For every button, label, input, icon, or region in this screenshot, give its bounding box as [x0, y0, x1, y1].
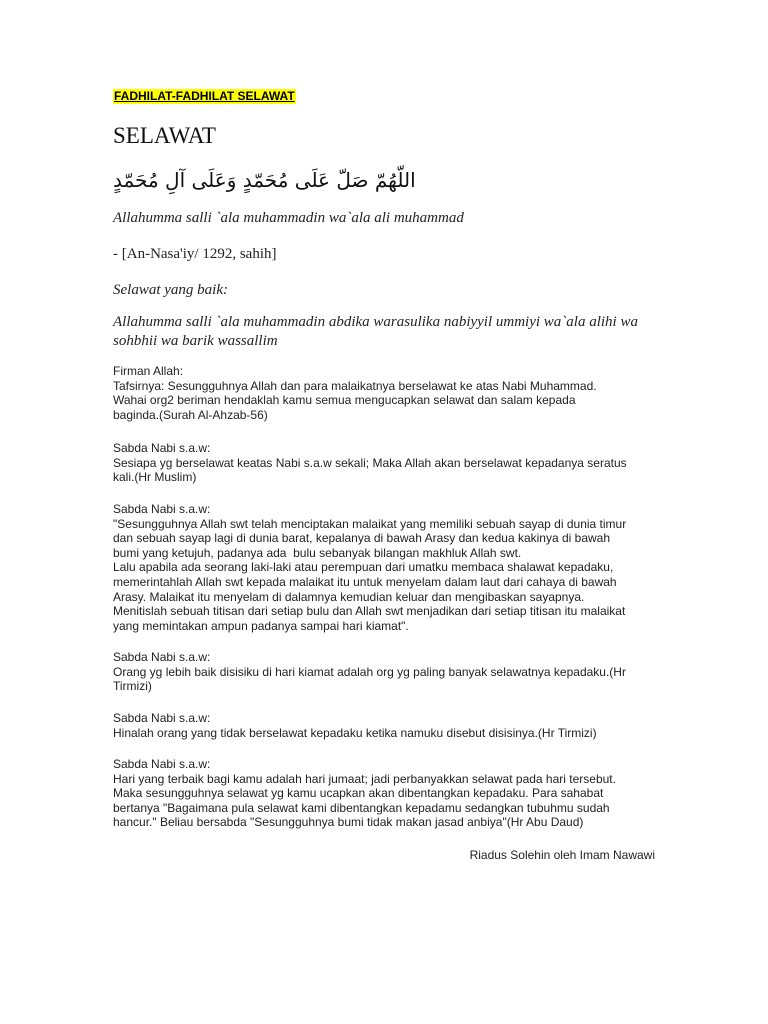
sabda-line: bumi yang ketujuh, padanya ada bulu sebanyak bilangan makhluk Allah swt. [113, 545, 522, 560]
sabda-label: Sabda Nabi s.a.w: [113, 650, 211, 664]
sabda-line: hancur." Beliau bersabda "Sesungguhnya bumi tidak makan jasad anbiya"(Hr Abu Daud) [113, 815, 584, 830]
sabda-line: Hinalah orang yang tidak berselawat kepadaku ketika namuku disebut disisinya.(Hr Tirmizi) [113, 725, 597, 740]
page-title: SELAWAT [113, 123, 216, 148]
sabda-line: Lalu apabila ada seorang laki-laki atau perempuan dari umatku membaca shalawat kepadaku, [113, 560, 614, 575]
sabda-line: bertanya "Bagaimana pula selawat kami dibentangkan kepadamu sedangkan tubuhmu sudah [113, 800, 610, 815]
sabda-block-4 [113, 711, 653, 740]
sabda-line: Maka sesungguhnya selawat yg kamu ucapkan akan dibentangkan kepadaku. Para sahabat [113, 786, 604, 801]
selawat-baik-label: Selawat yang baik: [113, 282, 228, 298]
sabda-line: kali.(Hr Muslim) [113, 470, 197, 485]
firman-allah-block [113, 364, 653, 422]
sabda-line: Hari yang terbaik bagi kamu adalah hari jumaat; jadi perbanyakkan selawat pada hari tersebut. [113, 771, 616, 786]
document-heading: FADHILAT-FADHILAT SELAWAT [114, 89, 295, 103]
source-attribution: Riadus Solehin oleh Imam Nawawi [469, 848, 655, 862]
sabda-label: Sabda Nabi s.a.w: [113, 757, 211, 771]
sabda-line: Orang yg lebih baik disisiku di hari kiamat adalah org yg paling banyak selawatnya kepadaku.(Hr [113, 664, 626, 679]
hadith-reference: - [An-Nasa'iy/ 1292, sahih] [113, 246, 277, 262]
sabda-line: Menitislah sebuah titisan dari setiap bulu dan Allah swt menjadikan dari setiap titisan itu malaikat [113, 604, 626, 619]
sabda-label: Sabda Nabi s.a.w: [113, 441, 211, 455]
sabda-label: Sabda Nabi s.a.w: [113, 502, 211, 516]
arabic-selawat-text: اللّهُمّ صَلّ عَلَى مُحَمّدٍ وَعَلَى آلِ مُحَمّدٍ [113, 168, 416, 192]
sabda-line: dan sebuah sayap lagi di dunia barat, kepalanya di bawah Arasy dan kedua kakinya di bawah [113, 531, 611, 546]
sabda-line: Tirmizi) [113, 679, 152, 694]
firman-line: Wahai org2 beriman hendaklah kamu semua mengucapkan selawat dan salam kepada [113, 393, 576, 408]
firman-line: baginda.(Surah Al-Ahzab-56) [113, 407, 268, 422]
sabda-line: memerintahlah Allah swt kepada malaikat itu untuk menyelam dalam laut dari cahaya di bawah [113, 574, 617, 589]
sabda-block-1 [113, 441, 653, 485]
sabda-line: "Sesungguhnya Allah swt telah menciptakan malaikat yang memiliki sebuah sayap di dunia timur [113, 516, 627, 531]
sabda-block-5 [113, 757, 653, 830]
firman-label: Firman Allah: [113, 364, 184, 378]
sabda-line: Arasy. Malaikat itu menyelam di dalamnya kemudian keluar dan mengibaskan sayapnya. [113, 589, 585, 604]
firman-line: Tafsirnya: Sesungguhnya Allah dan para malaikatnya berselawat ke atas Nabi Muhammad. [113, 378, 597, 393]
selawat-baik-text: Allahumma salli `ala muhammadin abdika warasulika nabiyyil ummiyi wa`ala alihi wa sohbhii wa barik wassallim [113, 314, 638, 349]
sabda-block-2 [113, 502, 653, 633]
transliteration-text: Allahumma salli `ala muhammadin wa`ala ali muhammad [113, 210, 464, 226]
sabda-line: Sesiapa yg berselawat keatas Nabi s.a.w sekali; Maka Allah akan berselawat kepadanya seratus [113, 455, 627, 470]
sabda-label: Sabda Nabi s.a.w: [113, 711, 211, 725]
sabda-block-3 [113, 650, 653, 694]
sabda-line: yang memintakan ampun padanya sampai hari kiamat". [113, 618, 409, 633]
